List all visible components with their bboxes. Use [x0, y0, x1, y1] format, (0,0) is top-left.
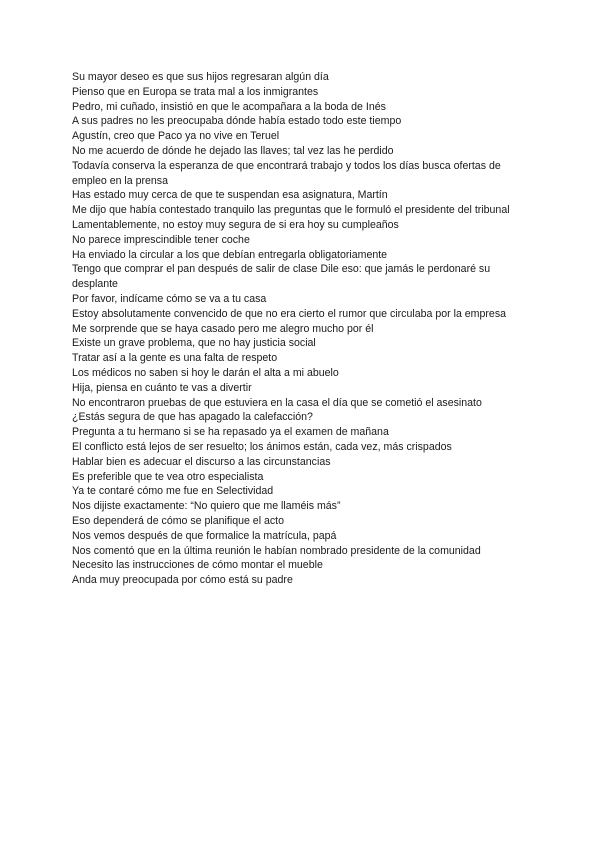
sentence: Existe un grave problema, que no hay justicia social [72, 337, 316, 350]
sentence: Nos vemos después de que formalice la matrícula, papá [72, 529, 337, 542]
sentence: Estoy absolutamente convencido de que no era cierto el rumor que circulaba por la empresa [72, 307, 507, 320]
sentence: Ha enviado la circular a los que debían entregarla obligatoriamente [72, 248, 388, 261]
sentence: Es preferible que te vea otro especialista [72, 470, 264, 483]
sentence: El conflicto está lejos de ser resuelto; los ánimos están, cada vez, más crispados [72, 440, 452, 453]
sentence: Hija, piensa en cuánto te vas a divertir [72, 381, 252, 394]
sentence: No me acuerdo de dónde he dejado las llaves; tal vez las he perdido [72, 144, 394, 157]
sentence: Nos comentó que en la última reunión le habían nombrado presidente de la comunidad [72, 544, 481, 557]
sentence: Por favor, indícame cómo se va a tu casa [72, 292, 267, 305]
sentence: Agustín, creo que Paco ya no vive en Teruel [72, 130, 280, 143]
sentence: Lamentablemente, no estoy muy segura de si era hoy su cumpleaños [72, 218, 399, 231]
sentence: Hablar bien es adecuar el discurso a las circunstancias [72, 455, 331, 468]
sentence: Pedro, mi cuñado, insistió en que le acompañara a la boda de Inés [72, 100, 386, 113]
sentence: Los médicos no saben si hoy le darán el alta a mi abuelo [72, 366, 339, 379]
sentence: Pienso que en Europa se trata mal a los inmigrantes [72, 85, 319, 98]
sentence: Me sorprende que se haya casado pero me alegro mucho por él [72, 322, 374, 335]
sentence: No parece imprescindible tener coche [72, 233, 250, 246]
sentence: No encontraron pruebas de que estuviera en la casa el día que se cometió el asesinato [72, 396, 482, 409]
sentence: Pregunta a tu hermano si se ha repasado ya el examen de mañana [72, 426, 389, 439]
sentence: Me dijo que había contestado tranquilo las preguntas que le formuló el presidente del tribunal [72, 204, 510, 217]
sentence: Tengo que comprar el pan después de salir de clase Dile eso: que jamás le perdonaré su desplante [72, 263, 491, 291]
sentence: Ya te contaré cómo me fue en Selectividad [72, 485, 274, 498]
sentence: Todavía conserva la esperanza de que encontrará trabajo y todos los días busca ofertas de empleo en la prensa [72, 159, 501, 187]
sentence: Eso dependerá de cómo se planifique el acto [72, 514, 285, 527]
sentence-list [72, 70, 528, 588]
sentence: Anda muy preocupada por cómo está su padre [72, 574, 293, 587]
sentence: Su mayor deseo es que sus hijos regresaran algún día [72, 71, 329, 83]
sentence: ¿Estás segura de que has apagado la calefacción? [72, 411, 313, 424]
sentence: A sus padres no les preocupaba dónde había estado todo este tiempo [72, 115, 402, 128]
sentence: Nos dijiste exactamente: “No quiero que me llaméis más” [72, 500, 341, 513]
sentence: Necesito las instrucciones de cómo montar el mueble [72, 559, 323, 572]
sentence: Tratar así a la gente es una falta de respeto [72, 352, 278, 365]
sentence: Has estado muy cerca de que te suspendan esa asignatura, Martín [72, 189, 388, 202]
